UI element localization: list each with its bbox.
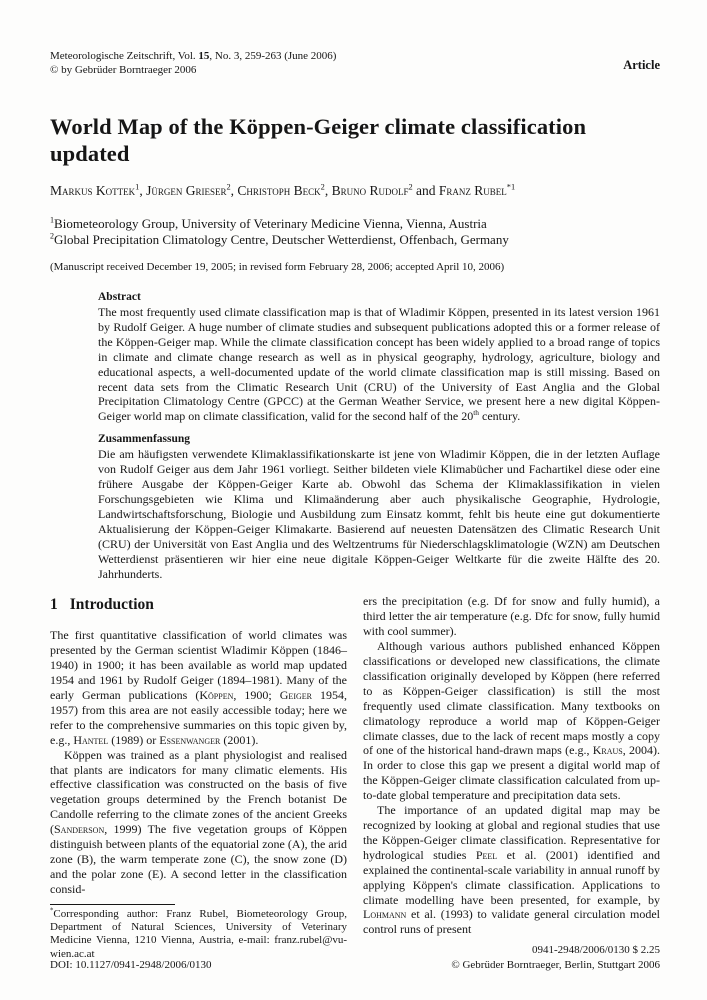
paragraph: Köppen was trained as a plant physiologist and realised that plants are indicators for many climatic elements. His effective classification was constructed on the basis of five vegetation groups determined by the French botanist De Candolle referring to the climate zones of the ancient Greeks (Sanderson, 1999) The five vegetation groups of Köppen distinguish between plants of the equatorial zone (A), the arid zone (B), the warm temperate zone (C), the snow zone (D) and the polar zone (E). A second letter in the classification consid-: [50, 747, 347, 896]
paragraph: The most frequently used climate classification map is that of Wladimir Köppen, presented in its latest version 1961 by Rudolf Geiger. A huge number of climate studies and subsequent publications adopted this or a former release of the Köppen-Geiger map. While the climate classification concept has been widely applied to a broad range of topics in climate and climate change research as well as in physical geography, hydrology, agriculture, biology and educational aspects, a well-documented update of the world climate classification map is still missing. Based on recent data sets from the Climatic Research Unit (CRU) of the University of East Anglia and the Global Precipitation Climatology Centre (GPCC) at the German Weather Service, we present here a new digital Köppen-Geiger world map on climate classification, valid for the second half of the 20th century.: [98, 305, 660, 424]
footnote-divider: [50, 904, 175, 905]
copyright-line: © by Gebrüder Borntraeger 2006: [50, 63, 197, 76]
journal-info: [50, 50, 336, 77]
affiliation-line: $^2$Global Precipitation Climatology Centre, Deutscher Wetterdienst, Offenbach, Germany: [50, 231, 509, 247]
abstract-text: [98, 305, 660, 424]
left-column-text: [50, 628, 347, 896]
paragraph: Die am häufigsten verwendete Klimaklassifikationskarte ist jene von Wladimir Köppen, die in der letzten Auflage von Rudolf Geiger aus dem Jahr 1961 vorliegt. Seither bildeten viele Klimabücher und Fachartikel diese oder eine frühere Ausgabe der Köppen-Geiger Karte ab. Obwohl das Schema der Klimaklassifikation in vielen Forschungsgebieten wie Klima und Klimaänderung aber auch physikalische Geographie, Hydrologie, Landwirtschaftsforschung, Biologie und Ausbildung zum Einsatz kommt, fehlt bis heute eine gut dokumentierte Aktualisierung der Köppen-Geiger Klimakarte. Basierend auf neuesten Datensätzen des Climatic Research Unit (CRU) der Universität von East Anglia und des Weltzentrums für Niederschlagsklimatologie (WZN) am Deutschen Wetterdienst präsentieren wir hier eine neue digitale Köppen-Geiger Weltkarte für die zweite Hälfte des 20. Jahrhunderts.: [98, 447, 660, 581]
footnote-text: *Corresponding author: Franz Rubel, Biometeorology Group, Department of Natural Sciences, University of Veterinary Medicine Vienna, 1210 Vienna, Austria, e-mail: franz.rubel@vu-wien.ac.at: [50, 907, 347, 960]
issn-price: 0941-2948/2006/0130 $ 2.25: [531, 944, 660, 956]
paragraph: Although various authors published enhanced Köppen classifications or developed new classifications, the climate classification originally developed by Köppen (here referred to as Köppen-Geiger classification) is still the most frequently used climate classification. Many textbooks on climatology reproduce a world map of Köppen-Geiger climate classes, due to the lack of recent maps mostly a copy of one of the historical hand-drawn maps (e.g., Kraus, 2004). In order to close this gap we present a digital world map of the Köppen-Geiger climate classification calculated from up-to-date global temperature and precipitation data sets.: [363, 639, 660, 803]
body-columns: [50, 594, 660, 961]
page-title: World Map of the Köppen-Geiger climate classification updated: [50, 114, 587, 166]
authors-line: Markus Kottek$^1$, Jürgen Grieser$^2$, Christoph Beck$^2$, Bruno Rudolf$^2$ and Franz Rubel$^{*1}$: [50, 182, 516, 198]
section-number: 1: [50, 596, 58, 614]
paragraph: ers the precipitation (e.g. Df for snow and fully humid), a third letter the air temperature (e.g. Dfc for snow, fully humid with cool summer).: [363, 594, 660, 639]
affiliations: [50, 216, 660, 248]
section-heading-introduction: [50, 596, 347, 614]
zusammenfassung-text: [98, 447, 660, 581]
right-column-text: [363, 594, 660, 937]
article-badge: Article: [623, 58, 660, 72]
right-column: [363, 594, 660, 961]
doi-line: DOI: 10.1127/0941-2948/2006/0130: [50, 959, 212, 971]
left-column: [50, 594, 347, 961]
journal-line: Meteorologische Zeitschrift, Vol. 15, No. 3, 259-263 (June 2006): [50, 50, 337, 62]
paragraph: The importance of an updated digital map may be recognized by looking at global and regional studies that use the Köppen-Geiger climate classification. Representative for hydrological studies Peel et al. (2001) identified and explained the continental-scale variability in annual runoff by applying Köppen's climate classification. Applications to climate modelling have been presented, for example, by Lohmann et al. (1993) to validate general circulation model control runs of present: [363, 803, 661, 937]
paragraph: The first quantitative classification of world climates was presented by the German scientist Wladimir Köppen (1846–1940) in 1900; it has been available as world map updated 1954 and 1961 by Rudolf Geiger (1894–1981). Many of the early German publications (Köppen, 1900; Geiger 1954, 1957) from this area are not easily accessible today; here we refer to the comprehensive summaries on this topic given by, e.g., Hantel (1989) or Essenwanger (2001).: [50, 628, 348, 747]
section-title: Introduction: [69, 596, 154, 614]
page-footer: [50, 943, 660, 973]
abstract-heading: Abstract: [98, 291, 141, 303]
abstract-section: [98, 291, 660, 581]
journal-header: [50, 50, 660, 77]
manuscript-note: (Manuscript received December 19, 2005; in revised form February 28, 2006; accepted April 10, 2006): [50, 261, 505, 273]
footer-copyright: © Gebrüder Borntraeger, Berlin, Stuttgart 2006: [451, 959, 660, 971]
affiliation-line: $^1$Biometeorology Group, University of Veterinary Medicine Vienna, Vienna, Austria: [50, 215, 487, 231]
zusammenfassung-heading: Zusammenfassung: [98, 433, 191, 446]
